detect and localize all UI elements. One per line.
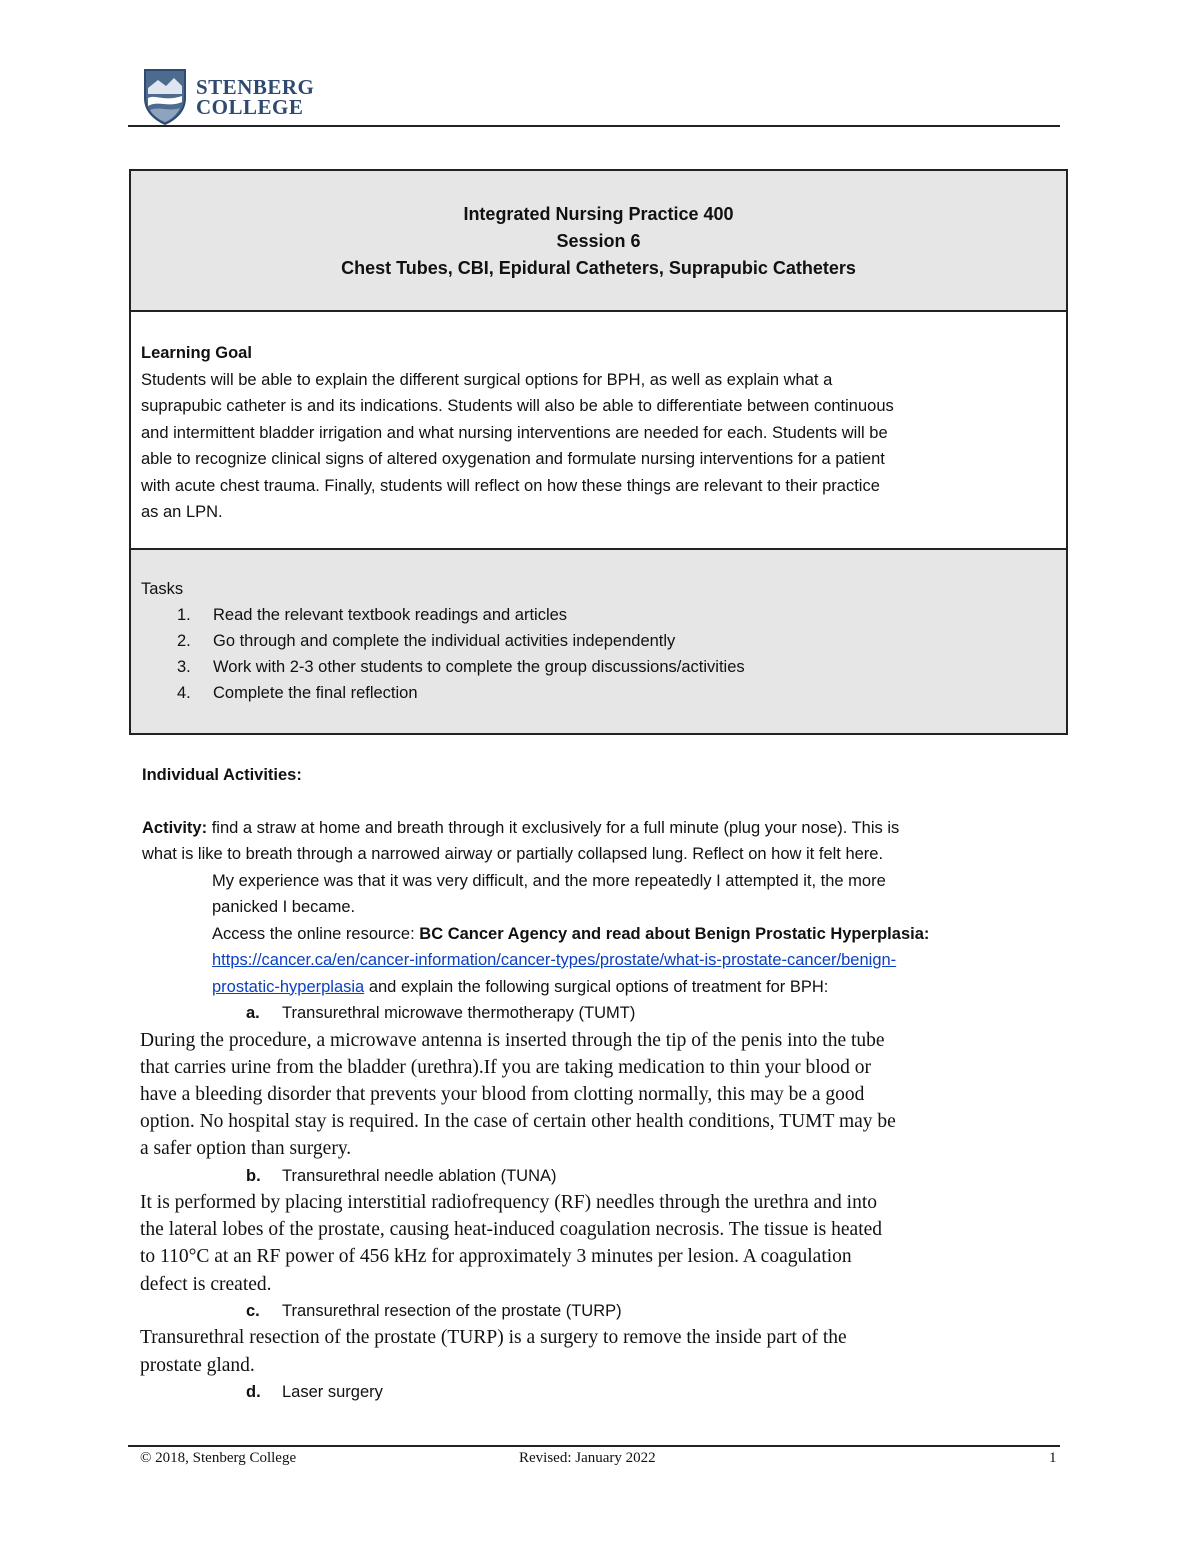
option-title-text: Laser surgery xyxy=(282,1382,383,1401)
header-divider xyxy=(128,125,1060,127)
session-topic: Chest Tubes, CBI, Epidural Catheters, Suprapubic Catheters xyxy=(341,258,856,278)
activity-line: what is like to breath through a narrowed airway or partially collapsed lung. Reflect on how it felt here. xyxy=(142,845,884,863)
learning-goal-heading: Learning Goal xyxy=(141,344,252,362)
stenberg-crest-icon xyxy=(142,68,188,126)
college-name xyxy=(196,77,314,117)
task-number: 2. xyxy=(177,632,191,650)
tasks-heading: Tasks xyxy=(141,580,184,598)
list-item xyxy=(141,680,1056,706)
link-suffix: and explain the following surgical options of treatment for BPH: xyxy=(364,977,829,996)
task-number: 3. xyxy=(177,658,191,676)
spacer xyxy=(142,789,1062,815)
activity-line xyxy=(142,815,1062,842)
access-resource-line xyxy=(142,921,1062,948)
option-title-text: Transurethral microwave thermotherapy (TUMT) xyxy=(282,1004,636,1022)
access-resource-title: BC Cancer Agency and read about Benign Prostatic Hyperplasia: xyxy=(419,924,930,943)
option-letter: b. xyxy=(246,1166,261,1185)
option-title xyxy=(142,1298,1062,1325)
list-item xyxy=(141,602,1056,628)
list-item xyxy=(141,654,1056,680)
task-text: Complete the final reflection xyxy=(213,684,418,702)
footer-divider xyxy=(128,1445,1060,1447)
activity-label: Activity: xyxy=(142,818,208,837)
session-info-box xyxy=(129,169,1068,735)
footer-copyright: © 2018, Stenberg College xyxy=(140,1450,297,1466)
option-turp xyxy=(142,1298,1062,1379)
answer-line: option. No hospital stay is required. In the case of certain other health conditions, TUMT may be xyxy=(140,1111,896,1133)
option-letter: c. xyxy=(246,1301,260,1320)
task-text: Read the relevant textbook readings and articles xyxy=(213,606,568,624)
option-tumt xyxy=(142,1000,1062,1163)
answer-line: It is performed by placing interstitial radiofrequency (RF) needles through the urethra and into xyxy=(140,1192,877,1214)
option-letter: d. xyxy=(246,1382,261,1401)
learning-goal-section xyxy=(131,312,1066,550)
learning-goal-line: as an LPN. xyxy=(141,503,223,521)
logo-line2: COLLEGE xyxy=(196,95,304,119)
resource-link-line xyxy=(142,947,1062,974)
title-section xyxy=(131,171,1066,312)
tasks-list xyxy=(141,602,1056,706)
footer-revised: Revised: January 2022 xyxy=(519,1450,656,1466)
tasks-section xyxy=(131,550,1066,733)
college-logo xyxy=(142,68,314,126)
option-title xyxy=(142,1163,1062,1190)
answer-line: defect is created. xyxy=(140,1273,272,1295)
logo-line1: STENBERG xyxy=(196,75,315,99)
answer-line: prostate gland. xyxy=(140,1354,255,1376)
session-number: Session 6 xyxy=(556,231,641,251)
activity-text: find a straw at home and breath through it exclusively for a full minute (plug your nose). This is xyxy=(207,818,900,837)
option-title xyxy=(142,1379,1062,1406)
resource-link[interactable]: https://cancer.ca/en/cancer-information/cancer-types/prostate/what-is-prostate-cancer/benign- xyxy=(212,951,897,969)
option-laser xyxy=(142,1379,1062,1406)
list-item xyxy=(141,628,1056,654)
option-title-text: Transurethral resection of the prostate (TURP) xyxy=(282,1301,622,1320)
option-answer xyxy=(140,1027,1062,1163)
task-text: Go through and complete the individual activities independently xyxy=(213,632,676,650)
option-title xyxy=(142,1000,1062,1027)
answer-line: the lateral lobes of the prostate, causing heat-induced coagulation necrosis. The tissue is heated xyxy=(140,1219,883,1241)
learning-goal-line: suprapubic catheter is and its indications. Students will also be able to differentiate between continuous xyxy=(141,397,894,415)
learning-goal-line: able to recognize clinical signs of altered oxygenation and formulate nursing interventions for a patient xyxy=(141,450,885,468)
answer-line: that carries urine from the bladder (urethra).If you are taking medication to thin your blood or xyxy=(140,1056,871,1078)
task-number: 1. xyxy=(177,606,191,624)
individual-activities-heading: Individual Activities: xyxy=(142,766,302,784)
experience-line: panicked I became. xyxy=(212,898,356,916)
individual-activities xyxy=(142,762,1062,1405)
resource-link[interactable]: prostatic-hyperplasia xyxy=(212,977,365,996)
course-title: Integrated Nursing Practice 400 xyxy=(463,204,734,224)
answer-line: During the procedure, a microwave antenna is inserted through the tip of the penis into the tube xyxy=(140,1029,885,1051)
learning-goal-line: with acute chest trauma. Finally, students will reflect on how these things are relevant to their practice xyxy=(141,476,880,495)
answer-line: a safer option than surgery. xyxy=(140,1138,352,1160)
answer-line: have a bleeding disorder that prevents your blood from clotting normally, this may be a good xyxy=(140,1083,865,1105)
experience-line: My experience was that it was very difficult, and the more repeatedly I attempted it, the more xyxy=(212,871,886,890)
option-title-text: Transurethral needle ablation (TUNA) xyxy=(282,1166,557,1185)
option-answer xyxy=(140,1324,1062,1378)
learning-goal-line: and intermittent bladder irrigation and what nursing interventions are needed for each. Students will be xyxy=(141,423,888,442)
option-letter: a. xyxy=(246,1004,260,1022)
page-header xyxy=(130,68,1060,128)
answer-line: to 110°C at an RF power of 456 kHz for approximately 3 minutes per lesion. A coagulation xyxy=(140,1246,852,1268)
option-answer xyxy=(140,1189,1062,1298)
task-number: 4. xyxy=(177,684,191,702)
task-text: Work with 2-3 other students to complete the group discussions/activities xyxy=(213,658,745,676)
option-tuna xyxy=(142,1163,1062,1298)
resource-link-line xyxy=(142,974,1062,1001)
footer-page-number: 1 xyxy=(1049,1450,1057,1466)
learning-goal-line: Students will be able to explain the different surgical options for BPH, as well as explain what a xyxy=(141,370,833,389)
answer-line: Transurethral resection of the prostate (TURP) is a surgery to remove the inside part of the xyxy=(140,1327,847,1349)
access-prefix: Access the online resource: xyxy=(212,924,420,943)
